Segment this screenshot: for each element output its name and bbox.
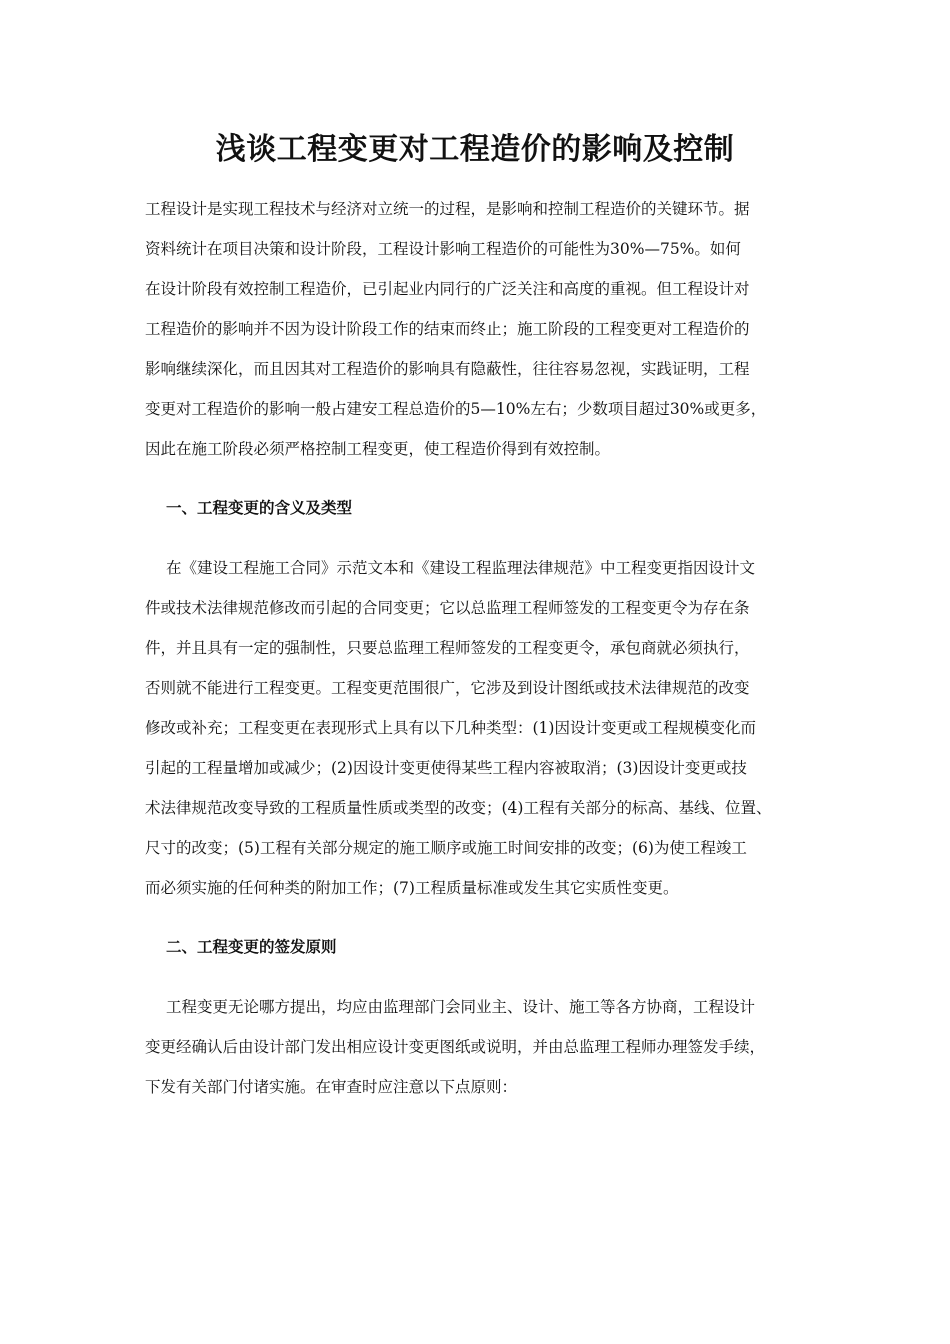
section-1-line: 而必须实施的任何种类的附加工作；(7)工程质量标准或发生其它实质性变更。 xyxy=(145,879,679,897)
intro-line: 工程造价的影响并不因为设计阶段工作的结束而终止；施工阶段的工程变更对工程造价的 xyxy=(145,320,750,338)
intro-line: 变更对工程造价的影响一般占建安工程总造价的5—10%左右；少数项目超过30%或更多， xyxy=(145,400,767,418)
section-2-paragraph xyxy=(145,987,825,1107)
section-1-line: 尺寸的改变；(5)工程有关部分规定的施工顺序或施工时间安排的改变；(6)为使工程竣工 xyxy=(145,839,747,857)
intro-line: 因此在施工阶段必须严格控制工程变更，使工程造价得到有效控制。 xyxy=(145,440,611,458)
section-1-line: 件，并且具有一定的强制性，只要总监理工程师签发的工程变更令，承包商就必须执行， xyxy=(145,639,750,657)
intro-line: 在设计阶段有效控制工程造价，已引起业内同行的广泛关注和高度的重视。但工程设计对 xyxy=(145,280,750,298)
section-1-line: 在《建设工程施工合同》示范文本和《建设工程监理法律规范》中工程变更指因设计文 xyxy=(166,559,756,577)
intro-line: 影响继续深化，而且因其对工程造价的影响具有隐蔽性，往往容易忽视，实践证明，工程 xyxy=(145,360,750,378)
document-title: 浅谈工程变更对工程造价的影响及控制 xyxy=(215,132,735,167)
intro-line: 工程设计是实现工程技术与经济对立统一的过程，是影响和控制工程造价的关键环节。据 xyxy=(145,200,750,218)
section-2-line: 工程变更无论哪方提出，均应由监理部门会同业主、设计、施工等各方协商，工程设计 xyxy=(166,998,756,1016)
section-2-heading: 二、工程变更的签发原则 xyxy=(166,938,337,956)
section-1-heading: 一、工程变更的含义及类型 xyxy=(166,499,353,517)
section-1-line: 否则就不能进行工程变更。工程变更范围很广，它涉及到设计图纸或技术法律规范的改变 xyxy=(145,679,750,697)
section-1-line: 术法律规范改变导致的工程质量性质或类型的改变；(4)工程有关部分的标高、基线、位置、 xyxy=(145,799,772,817)
intro-paragraph xyxy=(145,189,825,469)
section-2-line: 下发有关部门付诸实施。在审查时应注意以下点原则： xyxy=(145,1078,518,1096)
section-1-paragraph xyxy=(145,548,825,908)
section-2-line: 变更经确认后由设计部门发出相应设计变更图纸或说明，并由总监理工程师办理签发手续， xyxy=(145,1038,766,1056)
section-1-line: 件或技术法律规范修改而引起的合同变更；它以总监理工程师签发的工程变更令为存在条 xyxy=(145,599,750,617)
section-1-line: 引起的工程量增加或减少；(2)因设计变更使得某些工程内容被取消；(3)因设计变更或技 xyxy=(145,759,747,777)
intro-line: 资料统计在项目决策和设计阶段，工程设计影响工程造价的可能性为30%—75%。如何 xyxy=(145,240,741,258)
section-1-line: 修改或补充；工程变更在表现形式上具有以下几种类型：(1)因设计变更或工程规模变化而 xyxy=(145,719,756,737)
